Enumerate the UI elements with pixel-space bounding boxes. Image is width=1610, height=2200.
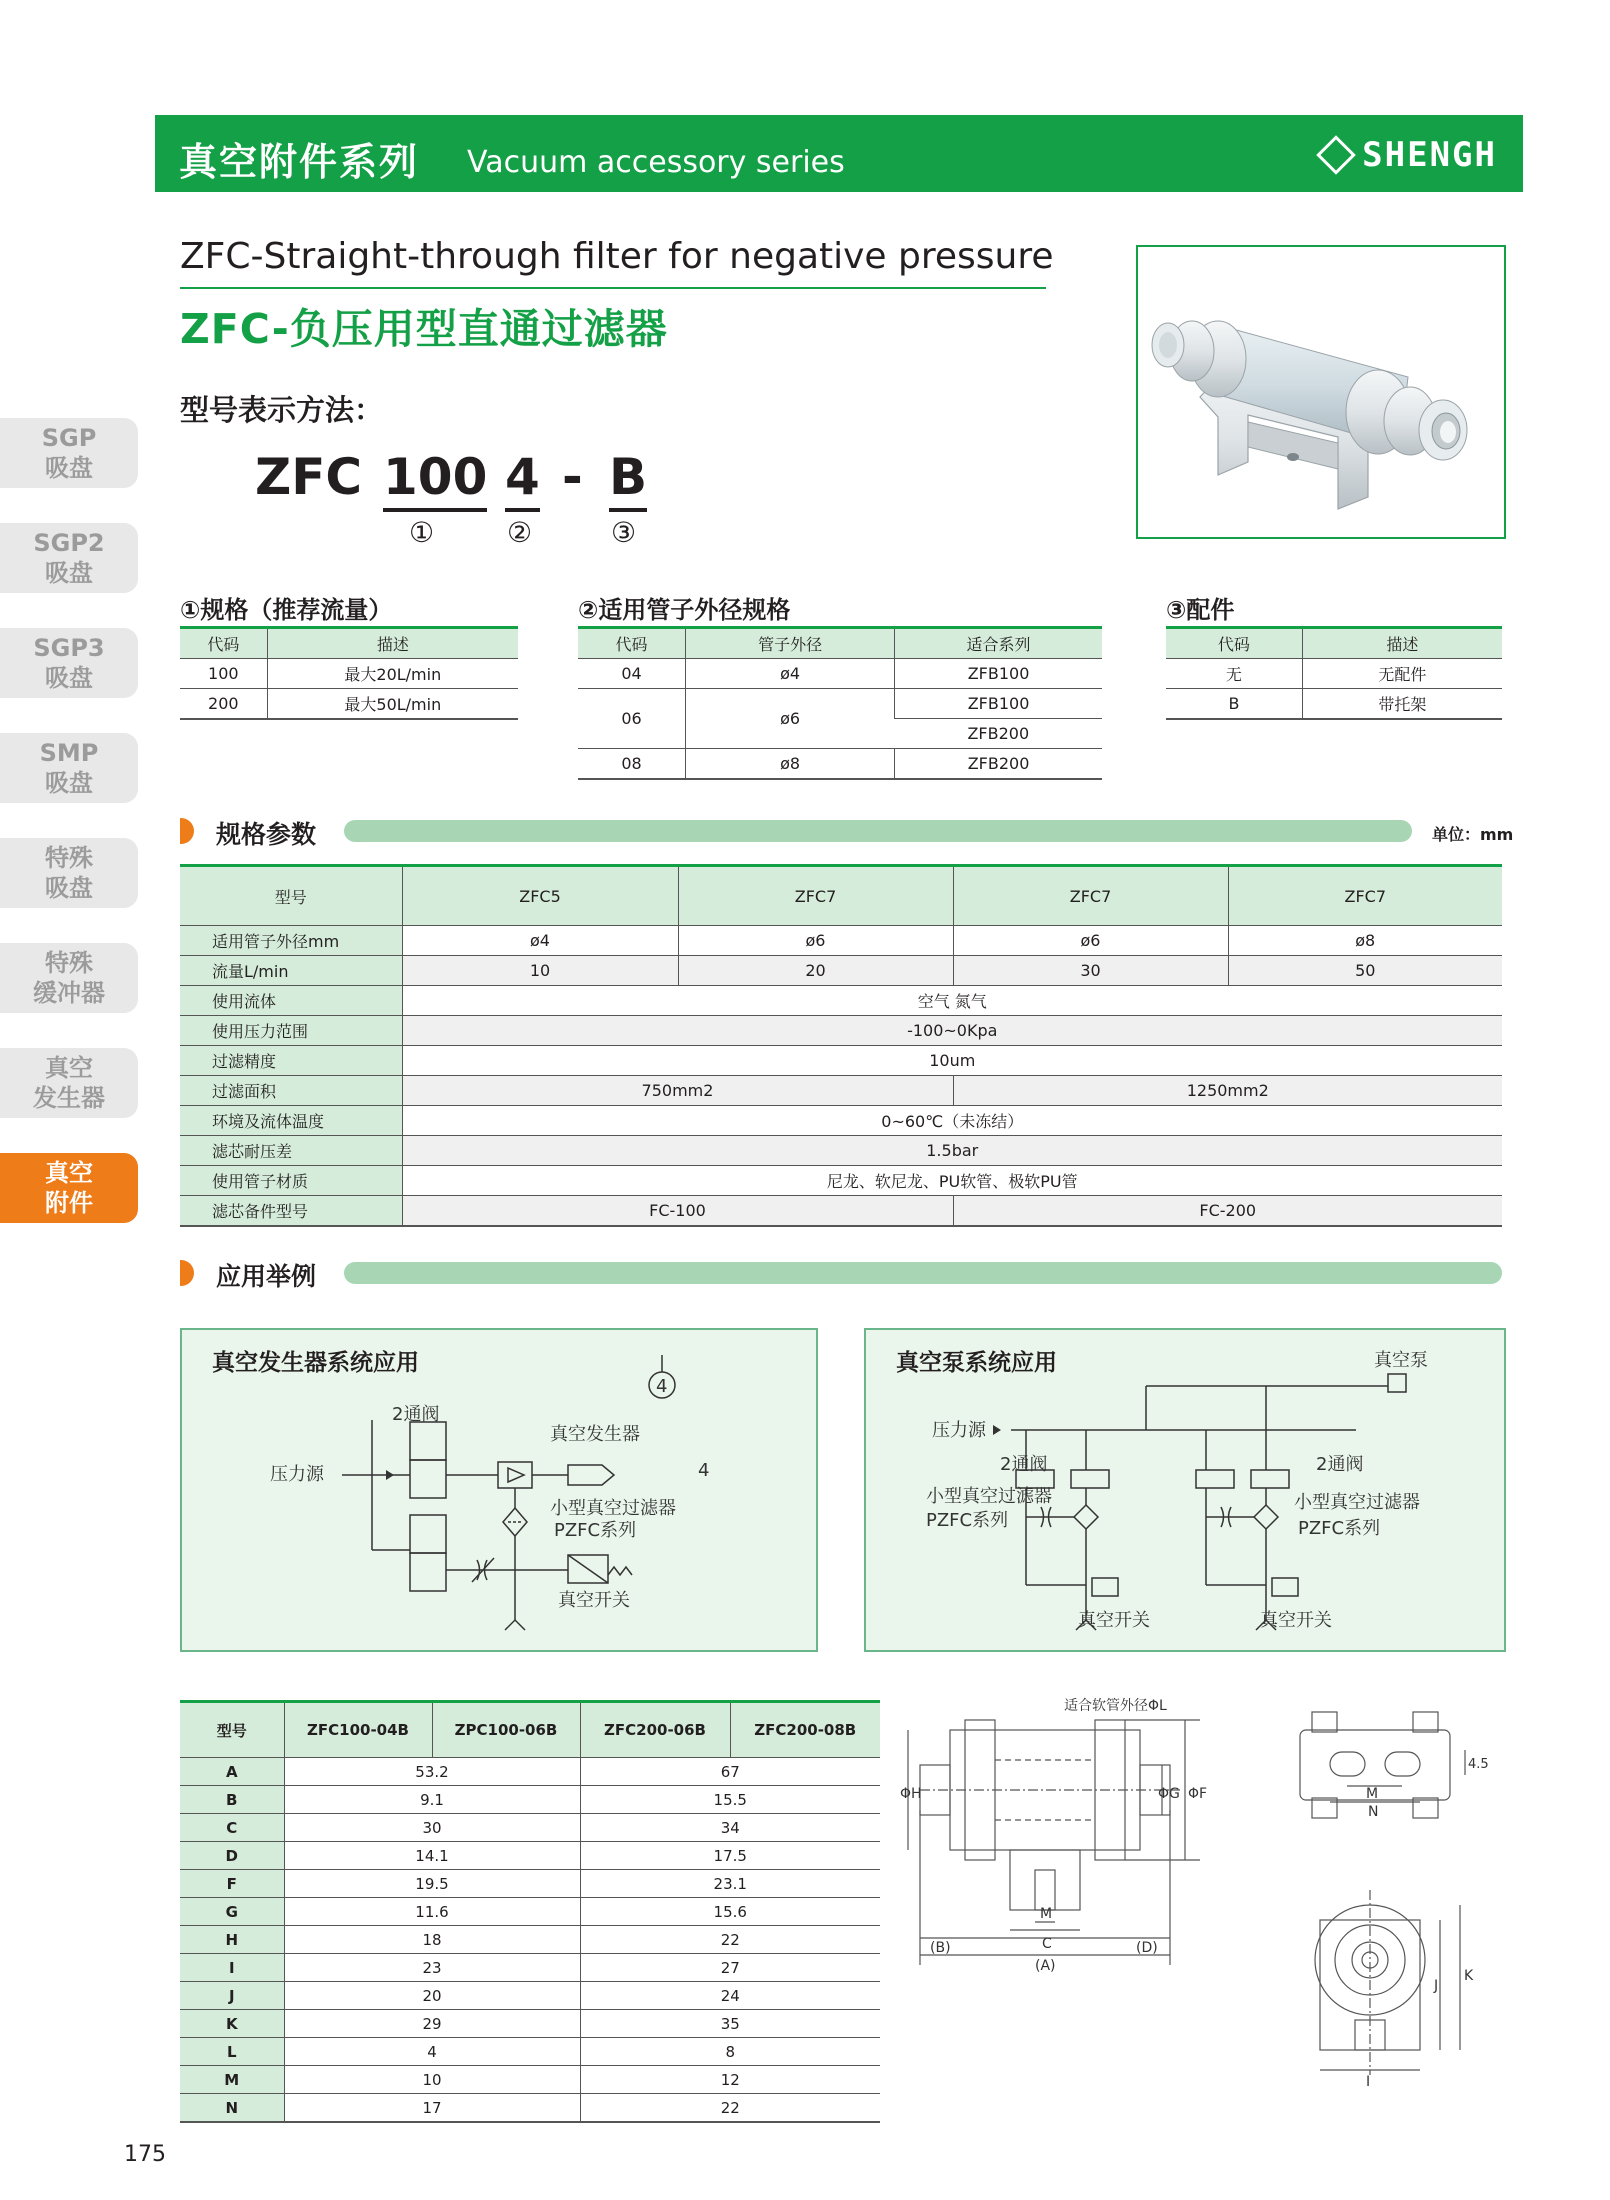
table-cell: B <box>1166 689 1302 720</box>
sidebar-item-label: SMP <box>39 739 99 767</box>
drawing-label: (D) <box>1136 1940 1158 1956</box>
drawing-label: K <box>1464 1968 1474 1984</box>
table-cell: 15.5 <box>580 1786 880 1814</box>
diagram-label: 4 <box>698 1460 710 1481</box>
diagram-label: PZFC系列 <box>926 1510 1009 1531</box>
table-row <box>180 1954 880 1982</box>
table-cell: 23.1 <box>580 1870 880 1898</box>
table-cell: 最大50L/min <box>267 689 518 720</box>
diagram-label: PZFC系列 <box>1298 1518 1381 1539</box>
diagram-label: 2通阀 <box>392 1404 440 1425</box>
table-cell: 27 <box>580 1954 880 1982</box>
drawing-label: 适合软管外径ΦL <box>1064 1698 1167 1714</box>
sidebar-item-vacuum-accessory[interactable] <box>0 1153 138 1223</box>
diagram-label: 小型真空过滤器 <box>550 1498 676 1519</box>
table-cell: ZFB100 <box>895 689 1102 719</box>
table-header: ZFC7 <box>678 866 953 926</box>
table-cell: 最大20L/min <box>267 659 518 689</box>
row-label: 适用管子外径mm <box>180 926 402 956</box>
table-row <box>180 1758 880 1786</box>
table-cell: 10 <box>284 2066 580 2094</box>
table-cell: 带托架 <box>1302 689 1502 720</box>
diagram-label: 真空开关 <box>1260 1610 1332 1631</box>
title-underline <box>180 287 1046 289</box>
dimensions-table <box>180 1700 880 2123</box>
tube-table <box>578 626 1102 780</box>
table-row <box>578 749 1102 780</box>
table-cell: 30 <box>284 1814 580 1842</box>
row-label: 流量L/min <box>180 956 402 986</box>
table-cell: ZFB100 <box>895 659 1102 689</box>
drawing-label: M <box>1040 1906 1053 1922</box>
model-dash: - <box>562 448 583 506</box>
table-header: 描述 <box>1302 628 1502 659</box>
row-label: N <box>180 2094 284 2123</box>
table-header: 适合系列 <box>895 628 1102 659</box>
row-label: 使用流体 <box>180 986 402 1016</box>
diagram-label: 2通阀 <box>1000 1454 1048 1475</box>
table-cell: 无配件 <box>1302 659 1502 689</box>
table-header: 描述 <box>267 628 518 659</box>
row-label: G <box>180 1898 284 1926</box>
table2-title: ②适用管子外径规格 <box>578 596 791 624</box>
sidebar-item-sublabel: 缓冲器 <box>33 979 105 1007</box>
app-left-title: 真空发生器系统应用 <box>212 1350 419 1376</box>
table-header: 代码 <box>578 628 686 659</box>
sidebar-item-sublabel: 吸盘 <box>45 454 93 482</box>
row-label: I <box>180 1954 284 1982</box>
table-cell: 8 <box>580 2038 880 2066</box>
table-row <box>180 1814 880 1842</box>
diagram-label: 小型真空过滤器 <box>1294 1492 1420 1513</box>
table-cell: 53.2 <box>284 1758 580 1786</box>
table-header: ZPC100-06B <box>432 1702 580 1758</box>
table-header: ZFC7 <box>953 866 1228 926</box>
table-header: 代码 <box>180 628 267 659</box>
app-diagram-pump <box>864 1328 1506 1652</box>
product-title-cn: ZFC-负压用型直通过滤器 <box>180 305 668 353</box>
row-label: D <box>180 1842 284 1870</box>
table-cell: 100 <box>180 659 267 689</box>
table-row <box>180 1898 880 1926</box>
accessory-table <box>1166 626 1502 720</box>
sidebar-item-label: 真空 <box>45 1054 93 1082</box>
table-row <box>180 659 518 689</box>
table-row <box>180 1786 880 1814</box>
row-label: B <box>180 1786 284 1814</box>
brand-logo <box>1322 135 1497 175</box>
drawing-label: (A) <box>1035 1958 1056 1974</box>
table-cell: 22 <box>580 2094 880 2123</box>
row-label: 使用管子材质 <box>180 1166 402 1196</box>
table-row <box>1166 689 1502 720</box>
table-cell: 10 <box>402 956 678 986</box>
table-row <box>180 2094 880 2123</box>
table-row <box>578 689 1102 719</box>
sidebar-item-special-buffer[interactable] <box>0 943 138 1013</box>
diagram-label: 真空发生器 <box>550 1424 640 1445</box>
circle-label-1: ① <box>409 516 435 549</box>
diagram-label: 2通阀 <box>1316 1454 1364 1475</box>
table3-title: ③配件 <box>1166 596 1235 624</box>
table-cell: 0~60℃（未冻结） <box>402 1106 1502 1136</box>
table-row <box>180 1106 1502 1136</box>
table-row <box>180 1926 880 1954</box>
row-label: K <box>180 2010 284 2038</box>
sidebar-item-sublabel: 吸盘 <box>45 769 93 797</box>
table-header: 型号 <box>180 1702 284 1758</box>
table-cell: 1250mm2 <box>953 1076 1502 1106</box>
sidebar-item-sublabel: 吸盘 <box>45 559 93 587</box>
sidebar-item-sgp3[interactable] <box>0 628 138 698</box>
table-cell: 30 <box>953 956 1228 986</box>
page-number: 175 <box>124 2142 166 2167</box>
apps-title: 应用举例 <box>216 1262 317 1291</box>
diagram-label: 真空开关 <box>558 1590 630 1611</box>
product-title-en: ZFC-Straight-through filter for negative pressure <box>180 236 1054 277</box>
spec-title: 规格参数 <box>216 820 317 849</box>
table-cell: 无 <box>1166 659 1302 689</box>
header-title-cn: 真空附件系列 <box>179 140 420 184</box>
table-cell: 750mm2 <box>402 1076 953 1106</box>
table-cell: 06 <box>578 689 686 749</box>
section-marker-icon <box>180 1260 194 1286</box>
table-header: ZFC5 <box>402 866 678 926</box>
sidebar-item-label: 特殊 <box>45 844 93 872</box>
table-cell: 17 <box>284 2094 580 2123</box>
section-marker-icon <box>180 818 194 844</box>
drawing-label: ΦG <box>1158 1786 1180 1802</box>
table-row <box>180 2066 880 2094</box>
table-cell: 尼龙、软尼龙、PU软管、极软PU管 <box>402 1166 1502 1196</box>
table-cell: 17.5 <box>580 1842 880 1870</box>
table-row <box>180 926 1502 956</box>
table-cell: FC-200 <box>953 1196 1502 1227</box>
row-label: 滤芯备件型号 <box>180 1196 402 1227</box>
table-cell: ø8 <box>1228 926 1502 956</box>
table-cell: 11.6 <box>284 1898 580 1926</box>
row-label: C <box>180 1814 284 1842</box>
table-cell: 29 <box>284 2010 580 2038</box>
table-cell: ø6 <box>678 926 953 956</box>
table-row <box>578 659 1102 689</box>
table-row <box>180 1196 1502 1227</box>
table-row <box>180 2010 880 2038</box>
sidebar-item-sgp[interactable] <box>0 418 138 488</box>
table-cell: FC-100 <box>402 1196 953 1227</box>
drawing-label: (B) <box>930 1940 951 1956</box>
sidebar-item-label: 特殊 <box>45 949 93 977</box>
row-label: 滤芯耐压差 <box>180 1136 402 1166</box>
brand-name: SHENGH <box>1362 135 1497 175</box>
drawing-label: I <box>1366 2074 1371 2090</box>
sidebar-item-sublabel: 发生器 <box>33 1084 105 1112</box>
table-cell: 08 <box>578 749 686 780</box>
sidebar-item-sublabel: 吸盘 <box>45 874 93 902</box>
row-label: 使用压力范围 <box>180 1016 402 1046</box>
row-label: 过滤面积 <box>180 1076 402 1106</box>
sidebar-item-sgp2[interactable] <box>0 523 138 593</box>
table-cell: 04 <box>578 659 686 689</box>
diagram-label: 压力源 <box>270 1464 324 1485</box>
header-banner <box>155 115 1523 192</box>
table-header: 型号 <box>180 866 402 926</box>
model-heading: 型号表示方法： <box>180 393 384 427</box>
app-diagram-generator <box>180 1328 818 1652</box>
drawing-label: M <box>1366 1786 1379 1802</box>
table-row <box>180 956 1502 986</box>
table1-title: ①规格（推荐流量） <box>180 596 393 624</box>
table-cell: 35 <box>580 2010 880 2038</box>
table-cell: 18 <box>284 1926 580 1954</box>
diagram-label: 压力源 <box>932 1420 986 1441</box>
table-row <box>180 689 518 720</box>
drawing-label: N <box>1368 1804 1379 1820</box>
drawing-label: ΦH <box>900 1786 922 1802</box>
table-cell: 4 <box>284 2038 580 2066</box>
brand-diamond-icon <box>1316 135 1356 175</box>
table-row <box>180 1166 1502 1196</box>
table-cell: 20 <box>284 1982 580 2010</box>
row-label: A <box>180 1758 284 1786</box>
sidebar-item-label: 真空 <box>45 1159 93 1187</box>
table-cell: ø6 <box>953 926 1228 956</box>
table-cell: 34 <box>580 1814 880 1842</box>
table-cell: 20 <box>678 956 953 986</box>
diagram-label: 真空泵 <box>1374 1350 1428 1371</box>
table-header: ZFC200-06B <box>580 1702 730 1758</box>
model-part-accessory: B <box>609 448 647 512</box>
table-cell: ZFB200 <box>895 719 1102 749</box>
table-header: 管子外径 <box>686 628 895 659</box>
drawing-label: J <box>1434 1978 1439 1994</box>
table-row <box>180 1842 880 1870</box>
table-cell: 1.5bar <box>402 1136 1502 1166</box>
drawing-label: ΦF <box>1188 1786 1208 1802</box>
table-cell: 24 <box>580 1982 880 2010</box>
section-bar <box>344 1262 1502 1284</box>
table-cell: ø6 <box>686 689 895 749</box>
row-label: F <box>180 1870 284 1898</box>
row-label: M <box>180 2066 284 2094</box>
table-header: ZFC100-04B <box>284 1702 432 1758</box>
section-bar <box>344 820 1412 842</box>
table-cell: 15.6 <box>580 1898 880 1926</box>
table-cell: 12 <box>580 2066 880 2094</box>
circle-label-3: ③ <box>611 516 637 549</box>
model-prefix: ZFC <box>255 448 363 506</box>
sidebar-item-label: SGP3 <box>33 634 105 662</box>
sidebar-item-label: SGP2 <box>33 529 105 557</box>
sidebar-item-label: SGP <box>41 424 97 452</box>
table-cell: 空气 氮气 <box>402 986 1502 1016</box>
table-cell: ZFB200 <box>895 749 1102 780</box>
row-label: 过滤精度 <box>180 1046 402 1076</box>
sidebar-item-special-cup[interactable] <box>0 838 138 908</box>
table-cell: 9.1 <box>284 1786 580 1814</box>
model-part-tube: 4 <box>505 448 540 512</box>
table-row <box>180 2038 880 2066</box>
table-cell: 50 <box>1228 956 1502 986</box>
app-right-title: 真空泵系统应用 <box>896 1350 1057 1376</box>
table-cell: 10um <box>402 1046 1502 1076</box>
table-header: ZFC7 <box>1228 866 1502 926</box>
table-cell: 19.5 <box>284 1870 580 1898</box>
table-cell: 200 <box>180 689 267 720</box>
drawing-label: C <box>1042 1936 1052 1952</box>
table-row <box>180 1016 1502 1046</box>
spec-table <box>180 864 1502 1227</box>
row-label: L <box>180 2038 284 2066</box>
table-row <box>180 1870 880 1898</box>
diagram-label: 小型真空过滤器 <box>926 1486 1052 1507</box>
table-cell: ø4 <box>686 659 895 689</box>
diagram-label: 4 <box>656 1376 668 1397</box>
circle-label-2: ② <box>507 516 533 549</box>
sidebar-item-vacuum-generator[interactable] <box>0 1048 138 1118</box>
size-table <box>180 626 518 720</box>
row-label: J <box>180 1982 284 2010</box>
model-part-size: 100 <box>383 448 487 512</box>
sidebar-item-sublabel: 吸盘 <box>45 664 93 692</box>
table-row <box>1166 659 1502 689</box>
table-row <box>180 1982 880 2010</box>
table-header: ZFC200-08B <box>730 1702 880 1758</box>
sidebar-item-smp[interactable] <box>0 733 138 803</box>
table-cell: 67 <box>580 1758 880 1786</box>
table-row <box>180 1136 1502 1166</box>
table-row <box>180 986 1502 1016</box>
product-photo <box>1136 245 1506 539</box>
table-cell: ø8 <box>686 749 895 780</box>
row-label: 环境及流体温度 <box>180 1106 402 1136</box>
row-label: H <box>180 1926 284 1954</box>
drawing-label: 4.5 <box>1468 1757 1489 1772</box>
unit-label: 单位：mm <box>1432 825 1514 844</box>
dimension-drawing <box>900 1690 1500 2090</box>
table-cell: ø4 <box>402 926 678 956</box>
table-header: 代码 <box>1166 628 1302 659</box>
table-cell: 23 <box>284 1954 580 1982</box>
table-cell: 14.1 <box>284 1842 580 1870</box>
header-title-en: Vacuum accessory series <box>467 145 845 180</box>
sidebar-item-sublabel: 附件 <box>45 1189 93 1217</box>
diagram-label: PZFC系列 <box>554 1520 637 1541</box>
table-row <box>180 1076 1502 1106</box>
table-cell: 22 <box>580 1926 880 1954</box>
diagram-label: 真空开关 <box>1078 1610 1150 1631</box>
table-row <box>180 1046 1502 1076</box>
table-cell: -100~0Kpa <box>402 1016 1502 1046</box>
